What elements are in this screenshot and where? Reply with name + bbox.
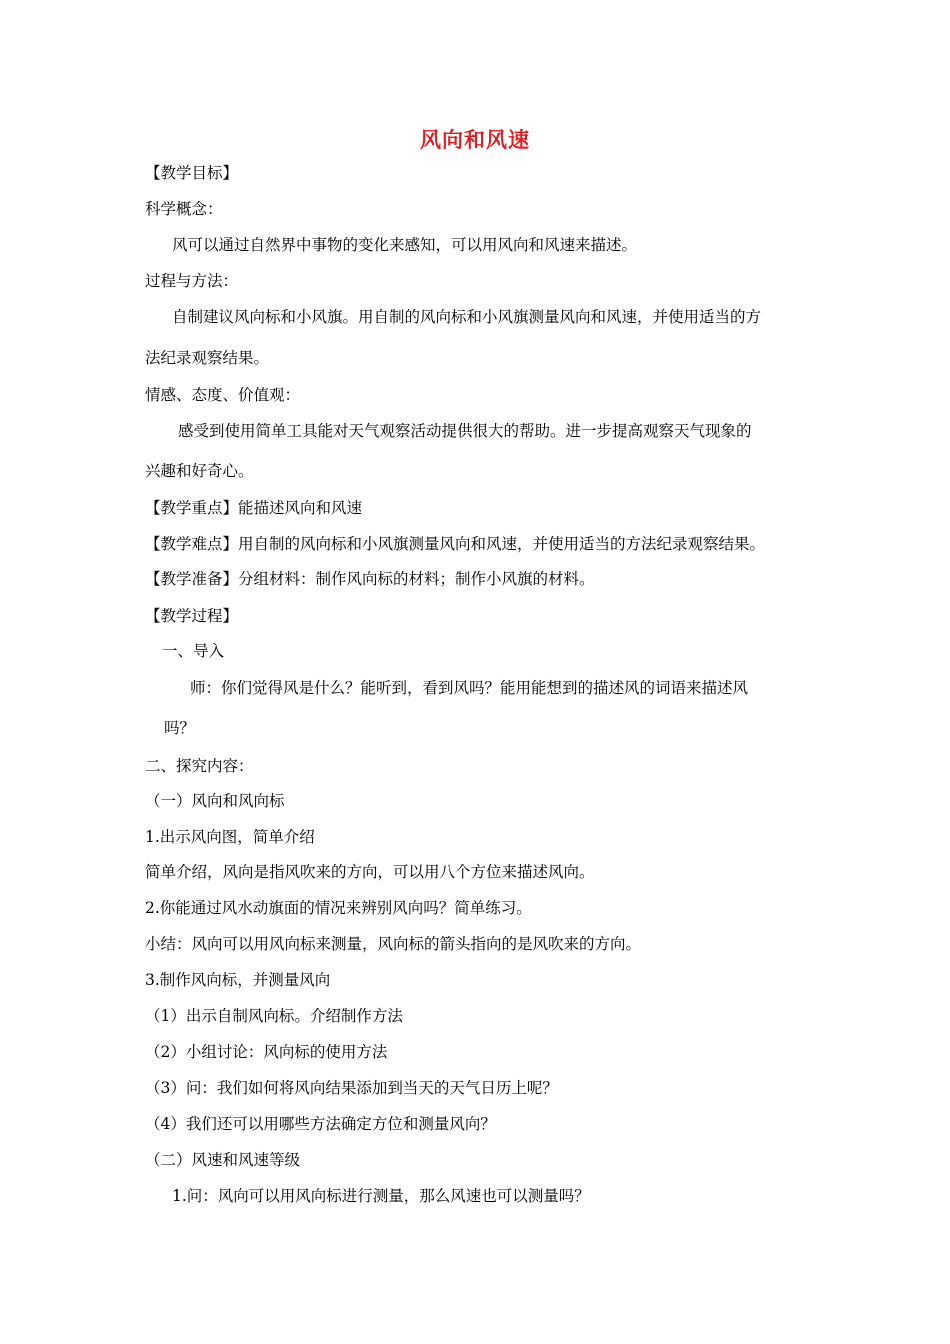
teaching-focus: 【教学重点】能描述风向和风速: [145, 499, 363, 517]
section-introduction: 一、导入: [162, 642, 225, 660]
teaching-difficulty: 【教学难点】用自制的风向标和小风旗测量风向和风速，并使用适当的方法纪录观察结果。: [145, 535, 766, 553]
subsection-wind-speed: （二）风速和风速等级: [145, 1151, 301, 1169]
heading-teaching-goals: 【教学目标】: [145, 164, 239, 182]
label-science-concepts: 科学概念：: [145, 200, 223, 218]
paragraph-emotion-line2: 兴趣和好奇心。: [145, 462, 254, 480]
subitem-4: （4）我们还可以用哪些方法确定方位和测量风向？: [145, 1115, 496, 1133]
paragraph-teacher-line2: 吗？: [164, 719, 196, 737]
paragraph-method-line2: 法纪录观察结果。: [145, 349, 270, 367]
label-process-method: 过程与方法：: [145, 272, 239, 290]
label-emotion-attitude: 情感、态度、价值观：: [145, 386, 301, 404]
paragraph-summary: 小结：风向可以用风向标来测量，风向标的箭头指向的是风吹来的方向。: [145, 935, 642, 953]
paragraph-concept: 风可以通过自然界中事物的变化来感知，可以用风向和风速来描述。: [172, 236, 638, 254]
paragraph-emotion-line1: 感受到使用简单工具能对天气观察活动提供很大的帮助。进一步提高观察天气现象的: [178, 422, 752, 440]
item-make-vane: 3.制作风向标，并测量风向: [145, 971, 331, 989]
subsection-wind-direction: （一）风向和风向标: [145, 792, 285, 810]
document-title: 风向和风速: [420, 128, 530, 152]
teaching-preparation: 【教学准备】分组材料：制作风向标的材料；制作小风旗的材料。: [145, 570, 595, 588]
subitem-3: （3）问：我们如何将风向结果添加到当天的天气日历上呢？: [145, 1079, 558, 1097]
item-identify-direction: 2.你能通过风水动旗面的情况来辨别风向吗？简单练习。: [145, 899, 532, 917]
paragraph-brief-intro: 简单介绍，风向是指风吹来的方向，可以用八个方位来描述风向。: [145, 863, 595, 881]
paragraph-teacher-line1: 师：你们觉得风是什么？能听到，看到风吗？能用能想到的描述风的词语来描述风: [190, 679, 749, 697]
subitem-1: （1）出示自制风向标。介绍制作方法: [145, 1007, 403, 1025]
heading-teaching-process: 【教学过程】: [145, 607, 239, 625]
section-explore: 二、探究内容：: [145, 757, 254, 775]
item-show-diagram: 1.出示风向图，简单介绍: [145, 828, 315, 846]
paragraph-method-line1: 自制建议风向标和小风旗。用自制的风向标和小风旗测量风向和风速，并使用适当的方: [172, 308, 762, 326]
subitem-2: （2）小组讨论：风向标的使用方法: [145, 1043, 388, 1061]
item-wind-speed-question: 1.问：风向可以用风向标进行测量，那么风速也可以测量吗？: [172, 1187, 590, 1205]
